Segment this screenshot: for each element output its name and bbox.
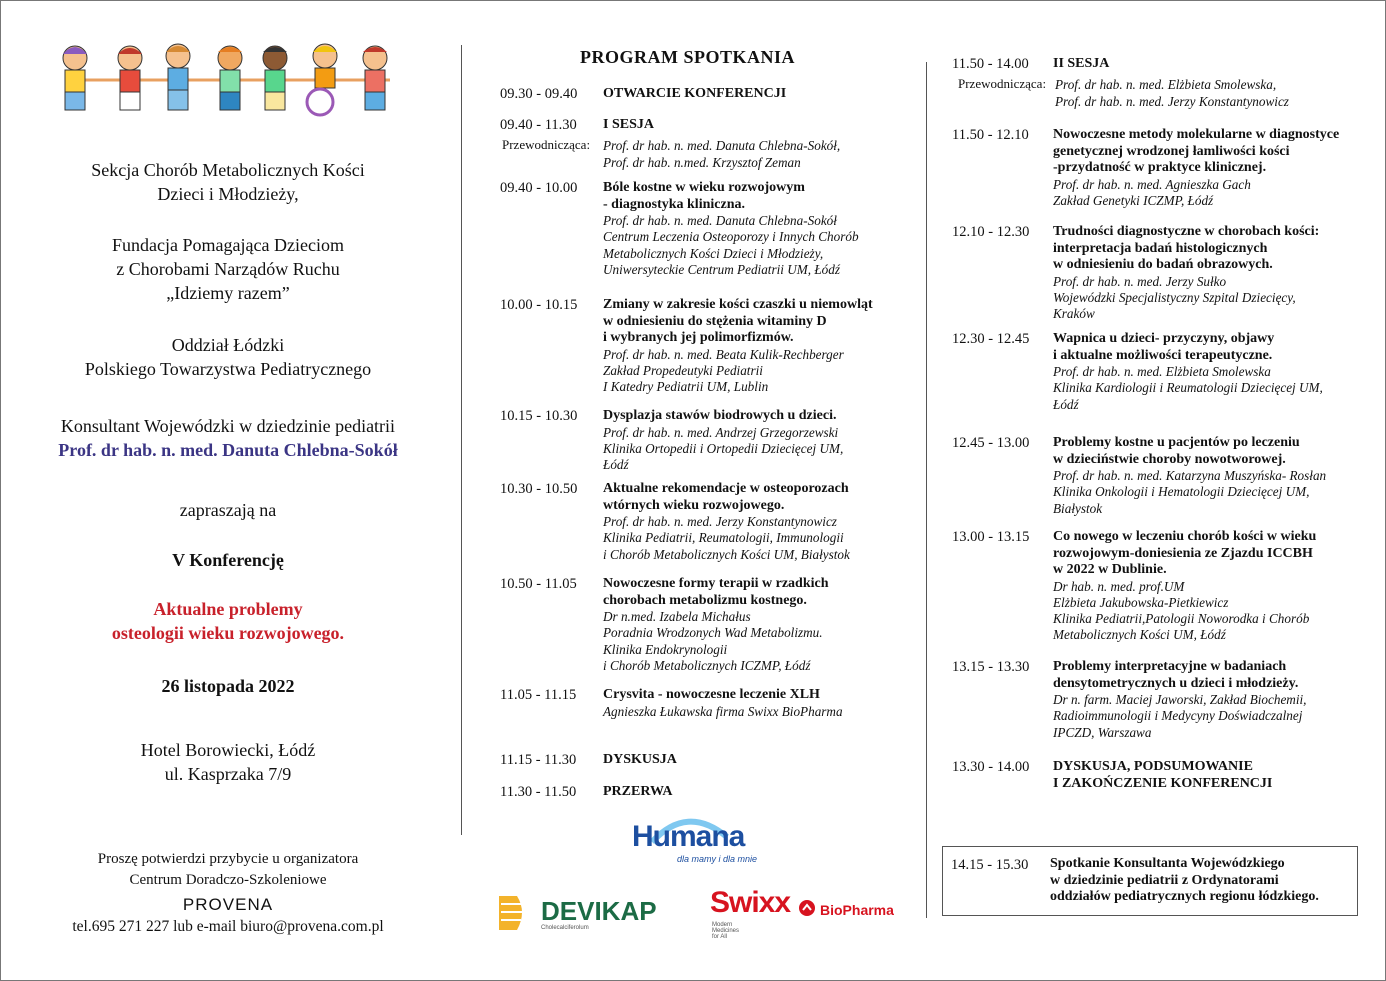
program-item-speaker: Prof. dr hab. n. med. Katarzyna Muszyńska- Rosłan [1053,468,1327,483]
program-item-title: Zmiany w zakresie kości czaszki u niemowląt [603,297,873,312]
session-time: 10.30 - 10.50 [500,481,578,497]
program-item-speaker: Klinika Endokrynologii [603,641,728,657]
program-item [603,687,843,720]
humana-logo [632,820,757,864]
extra-line: w dziedzinie pediatrii z Ordynatorami [1050,872,1279,888]
session-time: 11.15 - 11.30 [500,752,577,768]
program-item [1053,659,1306,741]
program-item-speaker: Zakład Propedeutyki Pediatrii [603,362,763,378]
program-item-speaker: Prof. dr hab. n. med. Jerzy Konstantynowicz [603,514,837,529]
program-item-title: Crysvita - nowoczesne leczenie XLH [603,687,820,702]
divider-left [461,45,462,835]
session-time: 12.30 - 12.45 [952,331,1030,347]
session-time: 12.10 - 12.30 [952,224,1030,240]
program-item [603,752,677,769]
conference-date: 26 listopada 2022 [161,676,295,696]
venue [28,738,428,786]
program-item-title: w odniesieniu do stężenia witaminy D [603,313,827,329]
session-time: 09.30 - 09.40 [500,86,578,102]
program-item-speaker: Prof. dr hab. n. med. Beata Kulik-Rechberger [603,346,844,362]
program-item-title: PRZERWA [603,784,673,799]
extra-meeting-box [942,846,1358,916]
program-item [603,784,673,801]
program-item-title: I ZAKOŃCZENIE KONFERENCJI [1053,775,1273,791]
theme-line: Aktualne problemy [153,599,303,619]
swixx-wordmark: Swixx [710,886,791,919]
program-item-title: Nowoczesne metody molekularne w diagnostyce [1053,127,1340,142]
org-line: Dzieci i Młodzieży, [157,184,299,204]
session-time: 13.15 - 13.30 [952,659,1030,675]
humana-tagline: dla mamy i dla mnie [677,854,758,864]
children-holding-hands-illustration [50,40,410,120]
session-time: 11.50 - 12.10 [952,127,1029,143]
program-item-title: Bóle kostne w wieku rozwojowym [603,180,805,195]
program-item-title: DYSKUSJA, PODSUMOWANIE [1053,759,1253,774]
devikap-wordmark: DEVIKAP [541,896,657,926]
extra-title [1050,856,1319,906]
program-item [1053,331,1323,413]
program-item-speaker: Klinika Kardiologii i Reumatologii Dziecięcej UM, [1053,380,1323,396]
program-item-title: Problemy interpretacyjne w badaniach [1053,659,1287,674]
confirm-text [28,849,428,891]
program-item [603,180,859,278]
program-item-speaker: i Chorób Metabolicznych ICZMP, Łódź [603,657,811,673]
program-item-title: w dzieciństwie choroby nowotworowej. [1053,451,1286,467]
contact-info: tel.695 271 227 lub e-mail biuro@provena.com.pl [72,918,384,935]
program-item-speaker: Klinika Ortopedii i Ortopedii Dziecięcej UM, [603,440,844,456]
program-item-title: Aktualne rekomendacje w osteoporozach [603,481,849,496]
program-item-speaker: Prof. dr hab. n. med. Andrzej Grzegorzewski [603,424,839,440]
program-item-speaker: Radioimmunologii i Medycyny Doświadczalnej [1053,708,1303,724]
session-time: 10.15 - 10.30 [500,408,578,424]
program-item-title: w 2022 w Dublinie. [1053,562,1167,577]
program-item [1053,224,1319,322]
org-line: Oddział Łódzki [171,335,285,355]
program-item-speaker: Prof. dr hab. n. med. Agnieszka Gach [1053,176,1251,192]
program-item [1053,435,1326,517]
chair-name: Prof. dr hab. n. med. Elżbieta Smolewska, [1055,77,1277,92]
program-item-speaker: Dr n.med. Izabela Michałus [603,609,751,624]
devikap-subtitle: Cholecalciferolum [541,925,589,931]
program-item-title: rozwojowym-doniesienia ze Zjazdu ICCBH [1053,545,1313,561]
program-item [603,408,843,473]
program-item [1053,56,1109,73]
session-time: 11.05 - 11.15 [500,687,577,703]
org-section [28,158,428,206]
theme-line: osteologii wieku rozwojowego. [111,623,345,643]
humana-wordmark: Humana [632,820,745,853]
program-item-title: OTWARCIE KONFERENCJI [603,86,787,101]
program-item-title: -przydatność w praktyce klinicznej. [1053,160,1267,175]
program-item-title: Nowoczesne formy terapii w rzadkich [603,576,829,591]
program-item-title: Co nowego w leczeniu chorób kości w wieku [1053,529,1317,544]
invite-text: zapraszają na [179,500,277,520]
extra-line: Spotkanie Konsultanta Wojewódzkiego [1050,856,1285,871]
conference-theme [28,597,428,645]
chair-name: Prof. dr hab. n. med. Jerzy Konstantynowicz [1055,94,1289,109]
org-line: Sekcja Chorób Metabolicznych Kości [91,160,365,180]
session-time: 13.00 - 13.15 [952,529,1030,545]
program-item-speaker: Klinika Pediatrii, Reumatologii, Immunologii [603,530,844,546]
org-line: z Chorobami Narządów Ruchu [116,259,340,279]
program-item-speaker: Metabolicznych Kości Dzieci i Młodzieży, [603,245,824,261]
provena-logo: PROVENA [182,895,274,914]
session-time: 09.40 - 10.00 [500,180,578,196]
program-item-speaker: Białystok [1053,500,1103,516]
swixx-biopharma: BioPharma [820,902,894,918]
foundation [28,233,428,305]
extra-time: 14.15 - 15.30 [951,857,1029,873]
program-item [603,86,786,103]
program-item-speaker: Poradnia Wrodzonych Wad Metabolizmu. [603,625,823,641]
program-item-title: Dysplazja stawów biodrowych u dzieci. [603,408,837,423]
program-item-speaker: I Katedry Pediatrii UM, Lublin [603,379,769,395]
confirm-line: Proszę potwierdzi przybycie u organizatora [97,851,359,867]
session1-chairs [603,137,840,171]
program-item-speaker: Elżbieta Jakubowska-Pietkiewicz [1053,594,1229,610]
org-line: Fundacja Pomagająca Dzieciom [112,235,344,255]
program-item-speaker: Uniwersyteckie Centrum Pediatrii UM, Łódź [603,261,840,277]
org-line: „Idziemy razem” [166,283,290,303]
confirm-line: Centrum Doradczo-Szkoleniowe [129,872,327,888]
program-item-speaker: Centrum Leczenia Osteoporozy i Innych Chorób [603,229,859,245]
swixx-circle-icon [798,899,818,919]
program-item-title: Wapnica u dzieci- przyczyny, objawy [1053,331,1275,346]
program-item-speaker: Dr n. farm. Maciej Jaworski, Zakład Biochemii, [1053,692,1307,707]
consultant-role: Konsultant Wojewódzki w dziedzinie pediatrii [60,416,396,436]
program-item [1053,529,1316,644]
venue-line: ul. Kasprzaka 7/9 [164,764,292,784]
program-item-speaker: Klinika Onkologii i Hematologii Dziecięcej UM, [1053,484,1310,500]
program-item-speaker: Prof. dr hab. n. med. Danuta Chlebna-Sokół [603,213,837,228]
program-item-speaker: Agnieszka Łukawska firma Swixx BioPharma [603,703,843,719]
program-item-title: genetycznej wrodzonej łamliwości kości [1053,143,1290,159]
swixx-subtitle: Modern Medicines for All [712,922,740,940]
program-item-title: i aktualne możliwości terapeutyczne. [1053,347,1273,363]
program-item [603,117,654,134]
program-item-title: interpretacja badań histologicznych [1053,240,1268,256]
program-item-speaker: Kraków [1053,306,1095,322]
divider-right [926,62,927,918]
program-item [603,576,829,674]
program-item-title: wtórnych wieku rozwojowego. [603,497,785,513]
session-time: 12.45 - 13.00 [952,435,1030,451]
program-item-speaker: Prof. dr hab. n. med. Jerzy Sułko [1053,273,1227,289]
session-time: 13.30 - 14.00 [952,759,1030,775]
program-item-speaker: Zakład Genetyki ICZMP, Łódź [1053,192,1214,208]
chair-label: Przewodnicząca: [502,137,591,152]
program-item [603,481,850,563]
program-item-title: DYSKUSJA [603,752,677,767]
program-item-speaker: Prof. dr hab. n. med. Elżbieta Smolewska [1053,364,1271,379]
devikap-drop-icon [497,892,529,932]
org-line: Polskiego Towarzystwa Pediatrycznego [84,359,372,379]
chair-name: Prof. dr hab. n.med. Krzysztof Zeman [603,155,801,170]
program-item-speaker: Łódź [1053,396,1079,412]
program-item-speaker: IPCZD, Warszawa [1053,724,1152,740]
chair-name: Prof. dr hab. n. med. Danuta Chlebna-Sokół, [603,138,841,153]
program-item-speaker: Dr hab. n. med. prof.UM [1053,578,1185,594]
program-item-speaker: Metabolicznych Kości UM, Łódź [1053,627,1226,643]
program-item [1053,759,1272,792]
program-item-title: w odniesieniu do badań obrazowych. [1053,257,1273,272]
program-title: PROGRAM SPOTKANIA [580,47,795,67]
session-time: 09.40 - 11.30 [500,117,577,133]
program-item-title: Trudności diagnostyczne w chorobach kości: [1053,224,1320,239]
program-item-speaker: Klinika Pediatrii,Patologii Noworodka i Chorób [1053,611,1310,627]
branch [28,333,428,381]
program-item-speaker: i Chorób Metabolicznych Kości UM, Białystok [603,546,850,562]
session2-chairs [1055,76,1289,110]
program-item-title: - diagnostyka kliniczna. [603,196,745,212]
program-item-title: densytometrycznych u dzieci i młodzieży. [1053,675,1299,691]
venue-line: Hotel Borowiecki, Łódź [140,740,316,760]
program-item-title: i wybranych jej polimorfizmów. [603,330,794,345]
program-item-speaker: Wojewódzki Specjalistyczny Szpital Dziecięcy, [1053,289,1296,305]
program-item-title: Problemy kostne u pacjentów po leczeniu [1053,435,1300,450]
program-item [603,297,873,395]
program-item-title: chorobach metabolizmu kostnego. [603,592,807,608]
conference-title: V Konferencję [172,550,284,570]
session-time: 11.30 - 11.50 [500,784,577,800]
session-time: 10.50 - 11.05 [500,576,577,592]
program-item-speaker: Łódź [603,457,629,473]
chair-label: Przewodnicząca: [958,76,1047,91]
program-item-title: I SESJA [603,117,654,132]
consultant-name: Prof. dr hab. n. med. Danuta Chlebna-Sokół [58,440,398,460]
program-item-title: II SESJA [1053,56,1110,71]
consultant [28,414,428,462]
session-time: 10.00 - 10.15 [500,297,578,313]
program-item [1053,127,1339,209]
session-time: 11.50 - 14.00 [952,56,1029,72]
extra-line: oddziałów pediatrycznych regionu łódzkiego. [1050,889,1319,904]
